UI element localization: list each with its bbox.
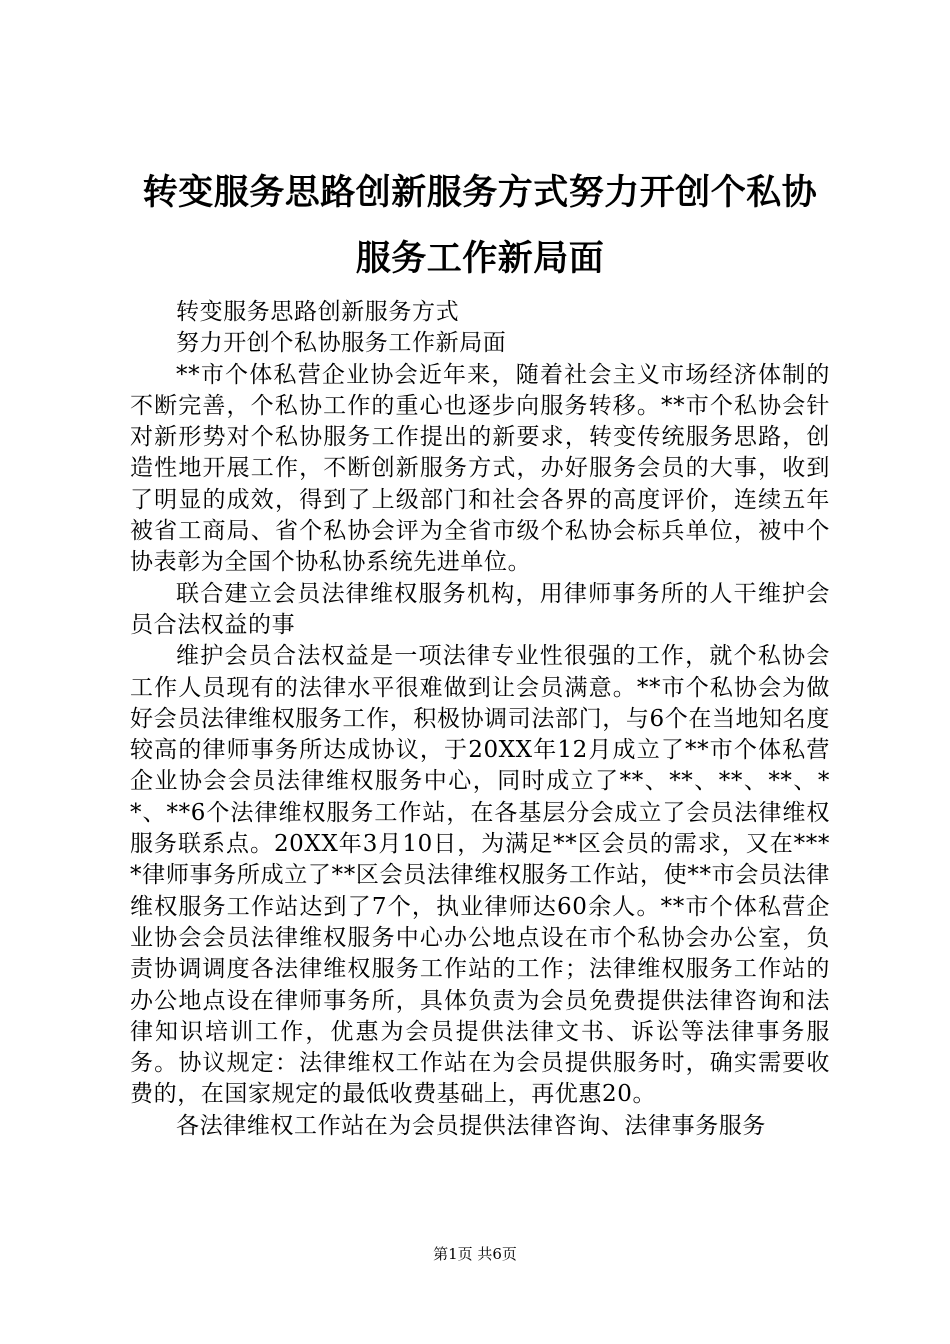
body-paragraph-continued: 各法律维权工作站在为会员提供法律咨询、法律事务服务 [176, 1112, 766, 1139]
intro-paragraph: **市个体私营企业协会近年来，随着社会主义市场经济体制的不断完善，个私协工作的重心也逐步向服务转移。**市个私协会针对新形势对个私协服务工作提出的新要求，转变传统服务思路，创造性地开展工作，不断创新服务方式，办好服务会员的大事，收到了明显的成效，得到了上级部门和社会各界的高度评价，连续五年被省工商局、省个私协会评为全省市级个私协会标兵单位，被中个协表彰为全国个协私协系统先进单位。 [130, 361, 830, 576]
page-number: 第1页 共6页 [433, 1245, 517, 1263]
body-paragraph: 维护会员合法权益是一项法律专业性很强的工作，就个私协会工作人员现有的法律水平很难做到让会员满意。**市个私协会为做好会员法律维权服务工作，积极协调司法部门，与6个在当地知名度较高的律师事务所达成协议，于20XX年12月成立了**市个体私营企业协会会员法律维权服务中心，同时成立了**、**、**、**、**、**6个法律维权服务工作站，在各基层分会成立了会员法律维权服务联系点。20XX年3月10日，为满足**区会员的需求，又在****律师事务所成立了**区会员法律维权服务工作站，使**市会员法律维权服务工作站达到了7个，执业律师达60余人。**市个体私营企业协会会员法律维权服务中心办公地点设在市个私协会办公室，负责协调调度各法律维权服务工作站的工作；法律维权服务工作站的办公地点设在律师事务所，具体负责为会员免费提供法律咨询和法律知识培训工作，优惠为会员提供法律文书、诉讼等法律事务服务。协议规定：法律维权工作站在为会员提供服务时，确实需要收费的，在国家规定的最低收费基础上，再优惠20。 [130, 643, 830, 1108]
subtitle-line-1: 转变服务思路创新服务方式 [176, 299, 460, 325]
section-heading: 联合建立会员法律维权服务机构，用律师事务所的人干维护会员合法权益的事 [130, 580, 830, 638]
document-body [130, 297, 830, 1142]
subtitle-line-2: 努力开创个私协服务工作新局面 [176, 330, 507, 357]
document-title: 转变服务思路创新服务方式努力开创个私协服务工作新局面 [142, 172, 818, 279]
